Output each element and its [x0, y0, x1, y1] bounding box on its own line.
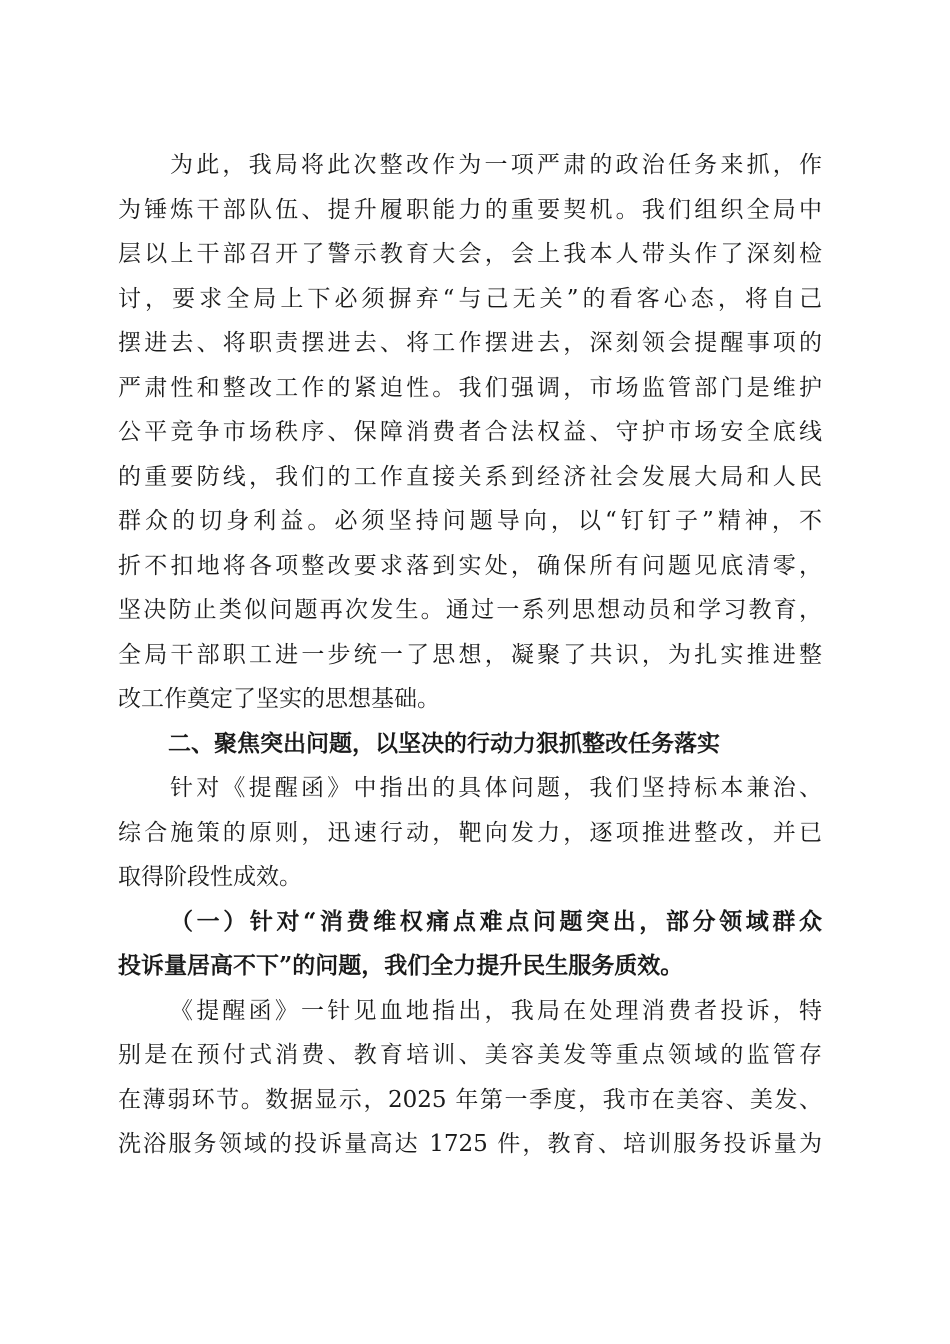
paragraph-complaints [118, 989, 822, 1167]
text-line: 群众的切身利益。必须坚持问题导向，以“钉钉子”精神，不 [118, 508, 822, 534]
text-line: 层以上干部召开了警示教育大会，会上我本人带头作了深刻检 [118, 241, 822, 267]
text-line: 改工作奠定了坚实的思想基础。 [118, 686, 440, 712]
text-line: 在薄弱环节。数据显示，2025 年第一季度，我市在美容、美发、 [118, 1086, 822, 1113]
text-line: 折不扣地将各项整改要求落到实处，确保所有问题见底清零， [118, 552, 822, 579]
subheading-line: 投诉量居高不下”的问题，我们全力提升民生服务质效。 [118, 952, 684, 979]
text-line: 别是在预付式消费、教育培训、美容美发等重点领域的监管存 [118, 1042, 822, 1068]
text-line: 的重要防线，我们的工作直接关系到经济社会发展大局和人民 [118, 463, 822, 490]
text-line: 全局干部职工进一步统一了思想，凝聚了共识，为扎实推进整 [118, 641, 822, 668]
text-line: 针对《提醒函》中指出的具体问题，我们坚持标本兼治、 [170, 775, 822, 801]
paragraph-mobilization [118, 143, 822, 722]
paragraph-intro [118, 766, 822, 900]
subsection-heading [118, 900, 822, 989]
text-line: 坚决防止类似问题再次发生。通过一系列思想动员和学习教育， [118, 597, 822, 623]
section-heading: 二、聚焦突出问题，以坚决的行动力狠抓整改任务落实 [168, 730, 720, 757]
subheading-line: （一）针对“消费维权痛点难点问题突出，部分领域群众 [170, 907, 822, 935]
text-line: 为此，我局将此次整改作为一项严肃的政治任务来抓，作 [170, 152, 822, 178]
document-page [118, 143, 822, 1167]
text-line: 综合施策的原则，迅速行动，靶向发力，逐项推进整改，并已 [118, 819, 822, 846]
text-line: 摆进去、将职责摆进去、将工作摆进去，深刻领会提醒事项的 [118, 330, 822, 356]
text-line: 严肃性和整改工作的紧迫性。我们强调，市场监管部门是维护 [118, 374, 822, 401]
text-line: 取得阶段性成效。 [118, 864, 302, 890]
text-line: 讨，要求全局上下必须摒弃“与己无关”的看客心态，将自己 [118, 285, 822, 312]
text-line: 《提醒函》一针见血地指出，我局在处理消费者投诉，特 [170, 997, 822, 1024]
text-line: 洗浴服务领域的投诉量高达 1725 件，教育、培训服务投诉量为 [118, 1131, 822, 1157]
text-line: 公平竞争市场秩序、保障消费者合法权益、守护市场安全底线 [118, 419, 822, 445]
text-line: 为锤炼干部队伍、提升履职能力的重要契机。我们组织全局中 [118, 196, 822, 223]
